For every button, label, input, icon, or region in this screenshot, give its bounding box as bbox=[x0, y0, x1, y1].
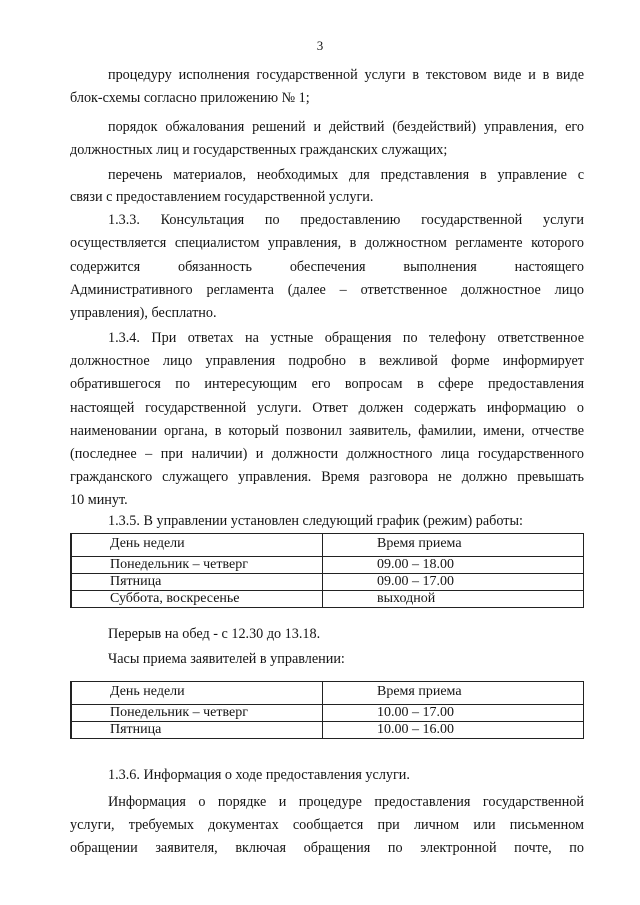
table-row bbox=[71, 705, 584, 722]
text-line: должностных лиц и государственных гражданских служащих; bbox=[70, 142, 448, 158]
text-line: 10 минут. bbox=[70, 492, 128, 508]
column-header-time: Время приема bbox=[323, 682, 584, 705]
text-line: гражданского служащего управления. Время разговора не должно превышать bbox=[70, 469, 584, 485]
table-header-row bbox=[71, 534, 584, 557]
text-line: содержится обязанность обеспечения выполнения настоящего bbox=[70, 259, 584, 275]
table-cell-day: Суббота, воскресенье bbox=[71, 591, 323, 608]
text-line: Административного регламента (далее – ответственное должностное лицо bbox=[70, 282, 584, 298]
column-header-day: День недели bbox=[71, 682, 323, 705]
reception-hours-table bbox=[70, 681, 584, 739]
text-line: настоящей государственной услуги. Ответ должен содержать информацию о bbox=[70, 400, 584, 416]
reception-hours-title: Часы приема заявителей в управлении: bbox=[108, 651, 345, 667]
table-row bbox=[71, 557, 584, 574]
text-line: обратившегося по интересующим его вопросам в сфере предоставления bbox=[70, 376, 584, 392]
table-row bbox=[71, 722, 584, 739]
table-cell-time: 10.00 – 17.00 bbox=[323, 705, 584, 722]
table-cell-day: Понедельник – четверг bbox=[71, 557, 323, 574]
text-line: обращении заявителя, включая обращения по электронной почте, по bbox=[70, 840, 584, 856]
text-line: осуществляется специалистом управления, в должностном регламенте которого bbox=[70, 235, 584, 251]
text-line: связи с предоставлением государственной услуги. bbox=[70, 189, 374, 205]
text-line: управления), бесплатно. bbox=[70, 305, 217, 321]
table-cell-time: 10.00 – 16.00 bbox=[323, 722, 584, 739]
table-cell-time: 09.00 – 18.00 bbox=[323, 557, 584, 574]
text-line: блок-схемы согласно приложению № 1; bbox=[70, 90, 310, 106]
text-line: 1.3.4. При ответах на устные обращения по телефону ответственное bbox=[108, 330, 584, 346]
text-line: должностное лицо управления подробно в вежливой форме информирует bbox=[70, 353, 584, 369]
text-line: (последнее – при наличии) и должности должностного лица государственного bbox=[70, 446, 584, 462]
section-1-3-6-heading: 1.3.6. Информация о ходе предоставления услуги. bbox=[108, 767, 410, 783]
text-line: перечень материалов, необходимых для представления в управление с bbox=[108, 167, 584, 183]
table-row bbox=[71, 591, 584, 608]
text-line: порядок обжалования решений и действий (бездействий) управления, его bbox=[108, 119, 584, 135]
table-cell-day: Понедельник – четверг bbox=[71, 705, 323, 722]
schedule-intro: 1.3.5. В управлении установлен следующий график (режим) работы: bbox=[108, 513, 523, 529]
column-header-time: Время приема bbox=[323, 534, 584, 557]
table-cell-time: 09.00 – 17.00 bbox=[323, 574, 584, 591]
text-line: услуги, требуемых документах сообщается при личном или письменном bbox=[70, 817, 584, 833]
work-schedule-table bbox=[70, 533, 584, 608]
text-line: процедуру исполнения государственной услуги в текстовом виде и в виде bbox=[108, 67, 584, 83]
table-cell-day: Пятница bbox=[71, 574, 323, 591]
text-line: наименовании органа, в который позвонил заявитель, фамилии, имени, отчестве bbox=[70, 423, 584, 439]
lunch-break-text: Перерыв на обед - с 12.30 до 13.18. bbox=[108, 626, 321, 642]
table-header-row bbox=[71, 682, 584, 705]
text-line: Информация о порядке и процедуре предоставления государственной bbox=[108, 794, 584, 810]
column-header-day: День недели bbox=[71, 534, 323, 557]
table-cell-day: Пятница bbox=[71, 722, 323, 739]
text-line: 1.3.3. Консультация по предоставлению государственной услуги bbox=[108, 212, 584, 228]
page-number: 3 bbox=[316, 38, 324, 53]
table-cell-time: выходной bbox=[323, 591, 584, 608]
table-row bbox=[71, 574, 584, 591]
